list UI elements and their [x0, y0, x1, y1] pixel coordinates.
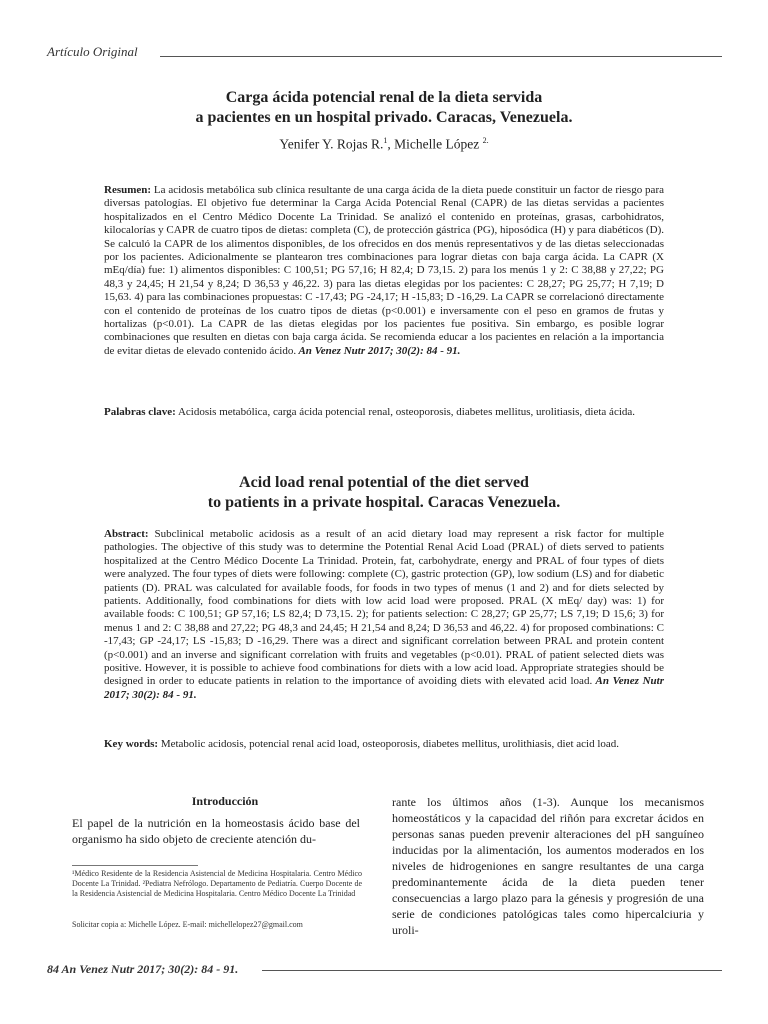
contact-footnote: Solicitar copia a: Michelle López. E-mail: michellelopez27@gmail.com: [72, 920, 303, 929]
footnote-rule: [72, 865, 198, 866]
author-1: Yenifer Y. Rojas R.: [279, 136, 384, 152]
intro-left-column: El papel de la nutrición en la homeostasis ácido base del organismo ha sido objeto de creciente atención du-: [72, 816, 360, 846]
keywords-text: Metabolic acidosis, potencial renal acid load, osteoporosis, diabetes mellitus, urolithiasis, diet acid load.: [158, 738, 620, 750]
keywords-paragraph: [104, 738, 664, 751]
author-separator: ,: [387, 136, 395, 152]
abstract-citation: An Venez Nutr 2017; 30(2): 84 - 91.: [104, 675, 664, 701]
author-2: Michelle López: [394, 136, 480, 152]
intro-heading: Introducción: [191, 794, 259, 808]
spanish-title: [120, 88, 648, 128]
header-rule: [160, 56, 722, 57]
palabras-clave-paragraph: [104, 406, 664, 419]
palabras-clave-label: Palabras clave:: [104, 406, 176, 418]
english-title-line-2: to patients in a private hospital. Caracas Venezuela.: [207, 494, 561, 511]
authors: [160, 136, 608, 153]
resumen-citation: An Venez Nutr 2017; 30(2): 84 - 91.: [296, 344, 461, 357]
spanish-title-line-2: a pacientes en un hospital privado. Caracas, Venezuela.: [195, 109, 573, 126]
intro-right-column: rante los últimos años (1-3). Aunque los mecanismos homeostáticos y la capacidad del riñón para excretar ácidos en personas sanas pueden prevenir alteraciones del pH sanguíneo inducidas por la alimentación, los aumentos moderados en los niveles de hidrogeniones en sangre resultantes de una carga predominantemente ácida de la dieta pueden tener consecuencias a largo plazo para la génesis y progresión de una serie de condiciones patológicas tales como hipercalciuria y uroli-: [392, 795, 704, 937]
section-label: Artículo Original: [47, 44, 138, 59]
keywords-label: Key words:: [104, 738, 159, 750]
resumen-label: Resumen:: [104, 184, 152, 196]
footer-rule: [262, 970, 722, 971]
author-1-affiliation: 1: [383, 136, 388, 145]
abstract-paragraph: [104, 528, 664, 702]
english-title-line-1: Acid load renal potential of the diet served: [239, 474, 529, 491]
resumen-paragraph: [104, 184, 664, 358]
palabras-clave-text: Acidosis metabólica, carga ácida potencial renal, osteoporosis, diabetes mellitus, urolitiasis, dieta ácida.: [175, 406, 636, 418]
spanish-title-line-1: Carga ácida potencial renal de la dieta servida: [225, 89, 543, 106]
resumen-text: La acidosis metabólica sub clínica resultante de una carga ácida de la dieta puede constituir un factor de riesgo para diversas patologías. El objetivo fue determinar la Carga Acida Potencial Renal (CAPR) de las dietas servidas a pacientes hospitalizados en el Centro Médico Docente La Trinidad. Se analizó el contenido en proteínas, grasas, carbohidratos, kilocalorías y CAPR de cuatro tipos de dietas: completa (C), de protección gástrica (PG), hiposódica (H) y para diabéticos (D). Se calculó la CAPR de los alimentos disponibles, de los ofrecidos en dos menús representativos y de las dietas seleccionadas por los pacientes. Adicionalmente se plantearon tres combinaciones para lograr dietas con baja carga ácida. La CAPR (X mEq/día) fue: 1) alimentos disponibles: C 100,51; PG 57,16; H 82,4; D 73,15. 2) para los menús 1 y 2: C 38,88 y 27,22; PG 48,3 y 24,45; H 21,54 y 8,24; D 36,53 y 46,22. 3) para las dietas elegidas por los pacientes: C 28,27; PG 25,77; H 7,19; D 15,63. 4) para las combinaciones propuestas: C -17,43; PG -24,17; H -15,83; D -16,29. La CAPR se correlacionó directamente con el contenido de proteínas de los cuatro tipos de dietas (p<0.001) e inversamente con el peso en gramos de frutas y hortalizas (p<0.01). La CAPR de las dietas elegidas por los pacientes fue positiva. Sin embargo, es posible lograr combinaciones que resulten en dietas con baja carga ácida. Se recomienda educar a los pacientes en relación a la importancia de evitar dietas de elevado contenido ácido.: [104, 184, 664, 357]
author-2-affiliation: 2.: [482, 136, 489, 145]
affiliations-footnote: ¹Médico Residente de la Residencia Asistencial de Medicina Hospitalaria. Centro Médico Docente La Trinidad. ²Pediatra Nefrólogo. Departamento de Pediatría. Cuerpo Docente de la Residencia Asistencial de Medicina Hospitalaria. Centro Médico Docente La Trinidad: [72, 869, 362, 898]
abstract-text: Subclinical metabolic acidosis as a result of an acid dietary load may represent a risk factor for multiple pathologies. The objective of this study was to determine the Potential Renal Acid Load (PRAL) of diets served to patients hospitalized at the Centro Médico Docente La Trinidad. Protein, fat, carbohydrate, energy and PRAL of four types of diets were analyzed. The four types of diets were following: complete (C), gastric protection (GP), low sodium (LS) and for diabetic patients (D). PRAL was calculated for available foods, for foods in two types of menus (1 and 2) and for diets selected by patients. Additionally, food combinations for diets with low acid load were proposed. PRAL (X mEq/ day) was: 1) for available foods: C 100,51; GP 57,16; LS 82,4; D 73,15. 2); for patients selection: C 28,27; GP 25,77; LS 7,19; D 15,6; 3) for menus 1 and 2: C 38,88 and 27,22; PG 48,3 and 24,45; H 21,54 and 8,24; D 36,53 and 46,22. 4) for proposed combinations: C -17,43; GP -24,17; LS -15,83; D -16,29. There was a direct and significant correlation between PRAL and protein content (p<0.001) and an inverse and significant correlation with fruits and vegetables (p<0.01). PRAL of patient selected diets was positive. However, it is possible to achieve food combinations for diets with a low acid load. Appropriate strategies should be designed in order to educate patients in relation to the importance of avoiding diets with elevated acid load.: [104, 528, 664, 688]
english-title: [120, 473, 648, 513]
page-footer: 84 An Venez Nutr 2017; 30(2): 84 - 91.: [47, 962, 239, 976]
abstract-label: Abstract:: [104, 528, 149, 540]
